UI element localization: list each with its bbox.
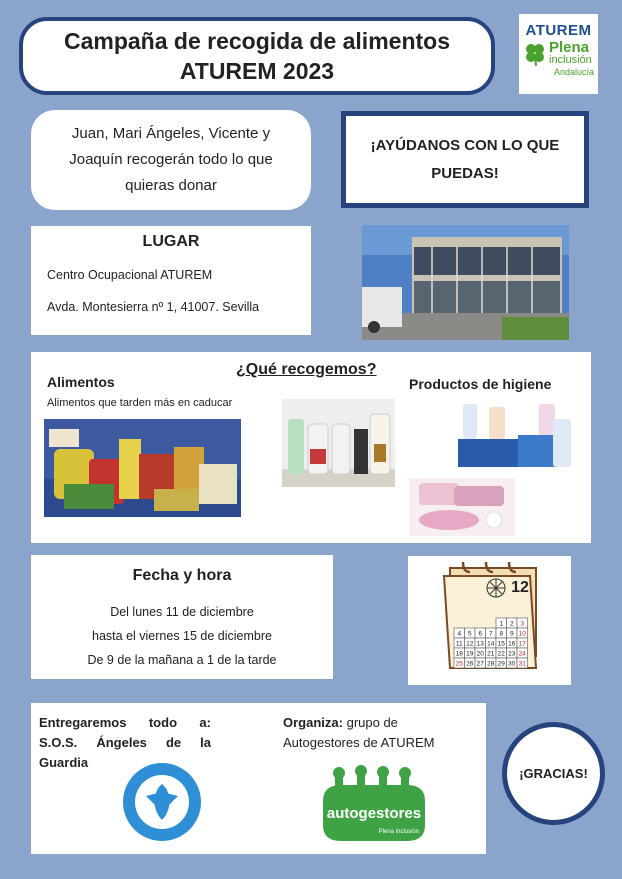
calendar-date: 22	[497, 650, 505, 658]
bottom-box	[31, 703, 486, 854]
intro-line: Joaquín recogerán todo lo que	[69, 151, 273, 168]
calendar-date: 28	[487, 660, 495, 668]
date-title: Fecha y hora	[132, 567, 232, 584]
logo-plena: Plena	[549, 39, 590, 56]
organizer-name: grupo de Autogestores de ATUREM	[283, 715, 435, 750]
logo-region: Andalucía	[553, 67, 594, 77]
organizer-text	[283, 713, 473, 753]
calendar-date: 7	[488, 630, 493, 638]
intro-line: Juan, Mari Ángeles, Vicente y	[71, 125, 271, 142]
title-line-2: ATUREM 2023	[179, 58, 335, 84]
aturem-logo	[519, 14, 598, 94]
towels-photo	[409, 478, 515, 536]
calendar-date: 30	[508, 660, 516, 668]
thanks-badge: ¡GRACIAS!	[502, 722, 605, 825]
calendar-date: 19	[466, 650, 474, 658]
food-photo	[44, 419, 241, 517]
collect-title: ¿Qué recogemos?	[236, 361, 377, 378]
calendar-date: 15	[497, 640, 505, 648]
location-box	[31, 226, 311, 335]
calendar-date: 27	[476, 660, 484, 668]
clover-icon	[523, 41, 547, 67]
hygiene-heading: Productos de higiene	[409, 376, 552, 392]
calendar-day: 12	[511, 579, 529, 596]
shampoo-photo	[282, 399, 395, 487]
calendar-date: 16	[508, 640, 516, 648]
intro-line: quieras donar	[125, 177, 217, 194]
calendar-date: 26	[466, 660, 474, 668]
calendar-date: 31	[518, 660, 526, 668]
calendar-date: 13	[476, 640, 484, 648]
location-place: Centro Ocupacional ATUREM	[47, 268, 213, 282]
autogestores-brand: Plena inclusión	[378, 829, 419, 835]
calendar-date: 3	[520, 620, 525, 628]
date-line: Del lunes 11 de diciembre	[110, 605, 254, 619]
calendar-date: 9	[509, 630, 514, 638]
date-line: De 9 de la mañana a 1 de la tarde	[87, 653, 277, 667]
calendar-date: 5	[467, 630, 472, 638]
calendar-date: 11	[455, 640, 463, 648]
calendar-date: 24	[518, 650, 526, 658]
collect-section	[31, 352, 591, 543]
calendar-date: 10	[518, 630, 526, 638]
calendar-date: 12	[466, 640, 474, 648]
food-subheading: Alimentos que tarden más en caducar	[47, 397, 233, 409]
calendar-date: 14	[487, 640, 495, 648]
calendar-date: 1	[499, 620, 504, 628]
logo-inclusion: inclusión	[549, 54, 592, 66]
calendar-date: 20	[476, 650, 484, 658]
building-photo	[362, 225, 569, 340]
hygiene-photo	[453, 399, 581, 474]
location-address: Avda. Montesierra nº 1, 41007. Sevilla	[47, 300, 260, 314]
autogestores-wordmark: autogestores	[326, 805, 422, 822]
calendar-date: 4	[457, 630, 462, 638]
date-line: hasta el viernes 15 de diciembre	[92, 629, 272, 643]
food-heading: Alimentos	[47, 374, 115, 390]
calendar-box	[408, 556, 571, 685]
help-callout	[341, 111, 589, 208]
calendar-date: 8	[499, 630, 504, 638]
help-line: ¡AYÚDANOS CON LO QUE	[370, 136, 560, 154]
sos-angel-logo	[122, 762, 202, 842]
title-box	[19, 17, 495, 95]
calendar-date: 25	[455, 660, 463, 668]
calendar-date: 17	[518, 640, 526, 648]
calendar-date: 18	[455, 650, 463, 658]
calendar-date: 6	[478, 630, 483, 638]
title-line-1: Campaña de recogida de alimentos	[63, 28, 450, 54]
calendar-date: 29	[497, 660, 505, 668]
calendar-date: 21	[487, 650, 495, 658]
delivery-text: Entregaremos todo a: S.O.S. Ángeles de la Guardia	[39, 715, 211, 770]
location-title: LUGAR	[142, 233, 200, 250]
date-box	[31, 555, 333, 679]
logo-name: ATUREM	[525, 22, 592, 39]
help-line: PUEDAS!	[431, 164, 499, 182]
calendar-date: 23	[508, 650, 516, 658]
organizer-label: Organiza:	[283, 715, 343, 730]
autogestores-logo	[319, 763, 429, 843]
calendar-date: 2	[509, 620, 514, 628]
intro-bubble	[31, 110, 311, 210]
calendar-icon	[408, 556, 571, 685]
